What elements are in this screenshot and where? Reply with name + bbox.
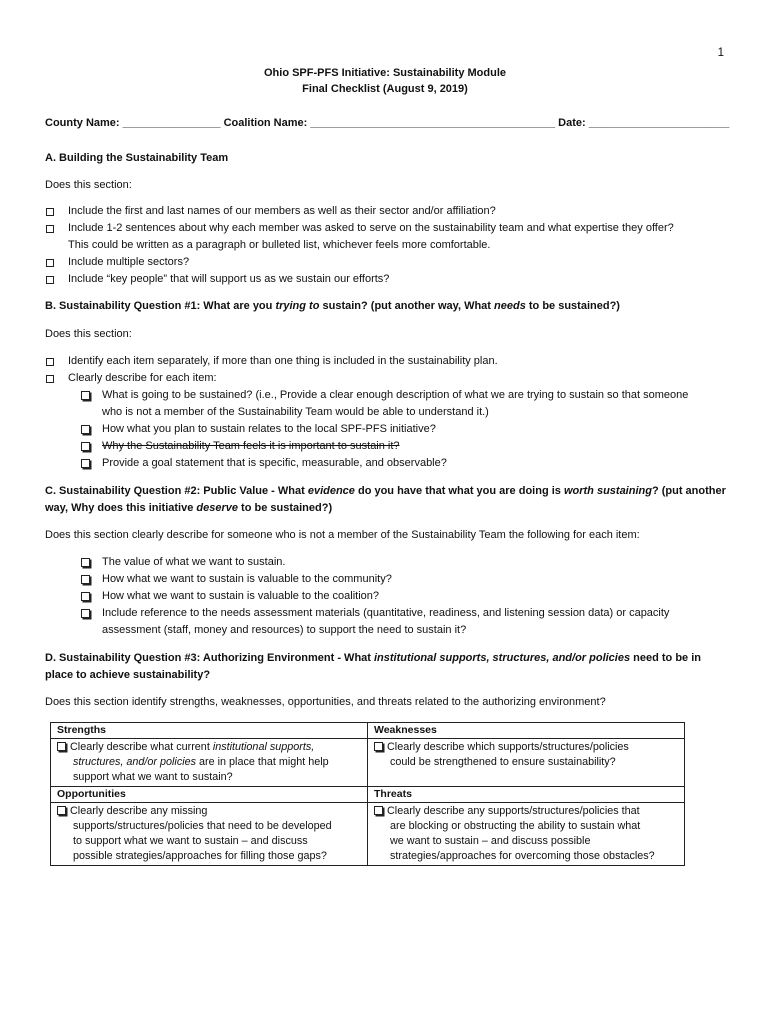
- threats-cell: Clearly describe any supports/structures/policies that are blocking or obstructing the ability to sustain what we want to sustain – and discuss possible strategies/approaches for overcoming those obstacles?: [368, 803, 685, 866]
- form-fields-line: [45, 117, 729, 129]
- checkbox-c3[interactable]: [81, 592, 90, 601]
- weaknesses-header: Weaknesses: [368, 723, 685, 739]
- opportunities-cell: Clearly describe any missing supports/structures/policies that need to be developed to support what we want to sustain – and discuss possible strategies/approaches for filling those gaps?: [51, 803, 368, 866]
- section-c-item-4-cont: assessment (staff, money and resources) to support the need to sustain it?: [102, 624, 467, 636]
- date-field[interactable]: Date: _______________________: [558, 117, 730, 129]
- section-b-subitem-2: How what you plan to sustain relates to the local SPF-PFS initiative?: [102, 423, 436, 435]
- checkbox-b2c[interactable]: [81, 442, 90, 451]
- checkbox-a1[interactable]: [46, 208, 54, 216]
- section-c-heading-cont: way, Why does this initiative deserve to be sustained?): [45, 502, 333, 514]
- section-c-intro: Does this section clearly describe for someone who is not a member of the Sustainability Team the following for each item:: [45, 529, 640, 541]
- section-c-item-2: How what we want to sustain is valuable to the community?: [102, 573, 392, 585]
- section-a-item-3: Include multiple sectors?: [68, 256, 190, 268]
- county-field[interactable]: County Name: ________________: [45, 117, 221, 129]
- checkbox-b2b[interactable]: [81, 425, 90, 434]
- section-c-item-4: Include reference to the needs assessment materials (quantitative, readiness, and listening session data) or capacity: [102, 607, 670, 619]
- checkbox-weaknesses[interactable]: [374, 742, 383, 751]
- checkbox-c2[interactable]: [81, 575, 90, 584]
- opportunities-header: Opportunities: [51, 787, 368, 803]
- section-d-heading: D. Sustainability Question #3: Authorizing Environment - What institutional supports, structures, and/or policies need to be in: [45, 652, 701, 664]
- page-number: 1: [717, 47, 724, 59]
- checkbox-a3[interactable]: [46, 259, 54, 267]
- checkbox-threats[interactable]: [374, 806, 383, 815]
- section-b-subitem-1-cont: who is not a member of the Sustainability Team would be able to understand it.): [102, 406, 489, 418]
- checkbox-b2a[interactable]: [81, 391, 90, 400]
- section-a-heading: A. Building the Sustainability Team: [45, 152, 229, 164]
- checkbox-b1[interactable]: [46, 358, 54, 366]
- strengths-header: Strengths: [51, 723, 368, 739]
- weaknesses-cell: Clearly describe which supports/structures/policies could be strengthened to ensure sustainability?: [368, 739, 685, 787]
- section-b-intro: Does this section:: [45, 328, 132, 340]
- section-d-heading-cont: place to achieve sustainability?: [45, 669, 211, 681]
- section-b-heading: B. Sustainability Question #1: What are you trying to sustain? (put another way, What needs to be sustained?): [45, 300, 620, 312]
- section-d-intro: Does this section identify strengths, weaknesses, opportunities, and threats related to the authorizing environment?: [45, 696, 606, 708]
- checkbox-b2[interactable]: [46, 375, 54, 383]
- checkbox-a4[interactable]: [46, 276, 54, 284]
- section-c-item-1: The value of what we want to sustain.: [102, 556, 286, 568]
- checkbox-c1[interactable]: [81, 558, 90, 567]
- section-a-intro: Does this section:: [45, 179, 132, 191]
- strengths-cell: Clearly describe what current institutional supports, structures, and/or policies are in place that might help support what we want to sustain?: [51, 739, 368, 787]
- section-b-item-1: Identify each item separately, if more than one thing is included in the sustainability plan.: [68, 355, 498, 367]
- document-subtitle: Final Checklist (August 9, 2019): [302, 83, 468, 95]
- checkbox-strengths[interactable]: [57, 742, 66, 751]
- checkbox-b2d[interactable]: [81, 459, 90, 468]
- section-b-subitem-1: What is going to be sustained? (i.e., Provide a clear enough description of what we are trying to sustain so that someone: [102, 389, 689, 401]
- document-title: Ohio SPF-PFS Initiative: Sustainability Module: [263, 67, 507, 79]
- checkbox-c4[interactable]: [81, 609, 90, 618]
- section-a-item-2-cont: This could be written as a paragraph or bulleted list, whichever feels more comfortable.: [68, 239, 491, 251]
- section-c-heading: C. Sustainability Question #2: Public Value - What evidence do you have that what you are doing is worth sustaining? (put another: [45, 485, 726, 497]
- section-a-item-1: Include the first and last names of our members as well as their sector and/or affiliation?: [68, 205, 496, 217]
- section-b-item-2: Clearly describe for each item:: [68, 372, 217, 384]
- section-a-item-4: Include “key people” that will support us as we sustain our efforts?: [68, 273, 390, 285]
- section-b-subitem-4: Provide a goal statement that is specific, measurable, and observable?: [102, 457, 447, 469]
- section-c-item-3: How what we want to sustain is valuable to the coalition?: [102, 590, 379, 602]
- checkbox-opportunities[interactable]: [57, 806, 66, 815]
- coalition-field[interactable]: Coalition Name: ________________________________________: [223, 117, 556, 129]
- section-a-item-2: Include 1-2 sentences about why each member was asked to serve on the sustainability team and what expertise they offer?: [68, 222, 674, 234]
- threats-header: Threats: [368, 787, 685, 803]
- section-b-subitem-3: Why the Sustainability Team feels it is important to sustain it?: [102, 440, 400, 452]
- checkbox-a2[interactable]: [46, 225, 54, 233]
- swot-table: [50, 722, 685, 866]
